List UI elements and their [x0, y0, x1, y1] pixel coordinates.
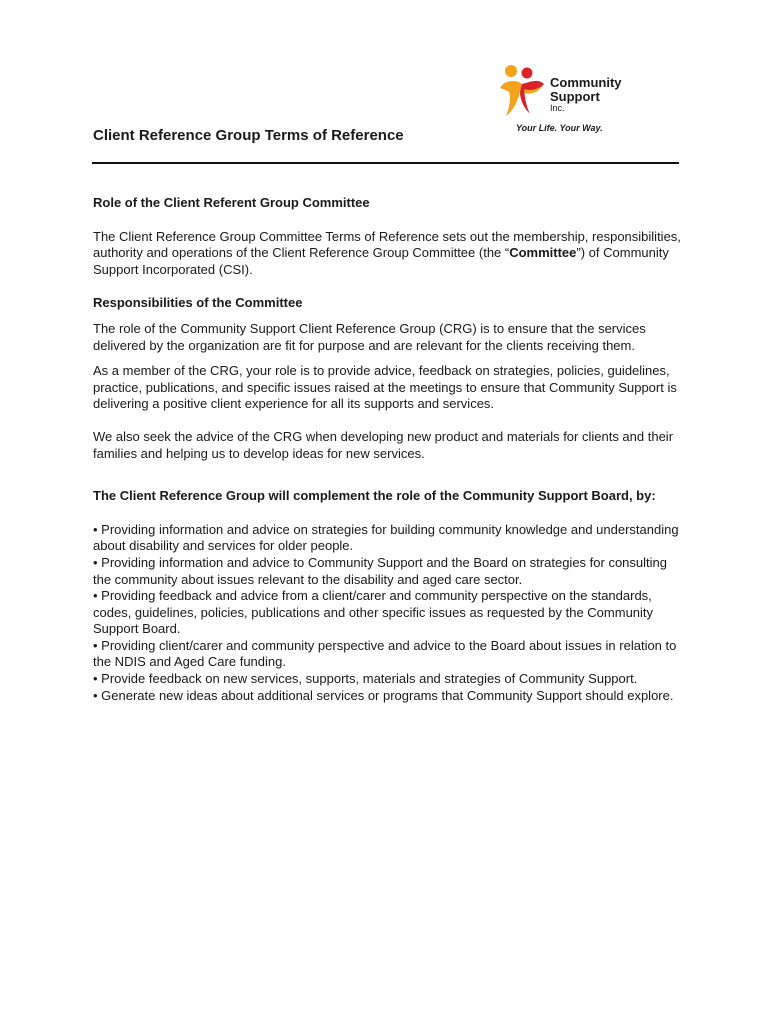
responsibilities-heading: Responsibilities of the Committee	[93, 295, 303, 311]
list-item: • Providing client/carer and community perspective and advice to the Board about issues in relation to the NDIS and Aged Care funding.	[93, 637, 677, 670]
logo-name	[550, 76, 622, 104]
logo-name-line1: Community	[550, 75, 622, 90]
responsibilities-paragraph-2: As a member of the CRG, your role is to provide advice, feedback on strategies, policies, guidelines, practice, publications, and specific issues raised at the meetings to ensure that Community Support is delivering a positive client experience for all its supports and services.	[93, 363, 677, 412]
logo-inc: Inc.	[550, 103, 565, 113]
list-item: • Provide feedback on new services, supports, materials and strategies of Community Support.	[93, 671, 638, 687]
document-title: Client Reference Group Terms of Reference	[93, 127, 404, 144]
list-item: • Generate new ideas about additional services or programs that Community Support should explore.	[93, 687, 674, 703]
list-item: • Providing information and advice to Community Support and the Board on strategies for consulting the community about issues relevant to the disability and aged care sector.	[93, 554, 667, 587]
logo-figures-icon	[494, 62, 550, 118]
role-paragraph	[93, 229, 683, 279]
responsibilities-paragraph-3: We also seek the advice of the CRG when developing new product and materials for clients and their families and helping us to develop ideas for new services.	[93, 428, 674, 461]
title-divider	[92, 162, 679, 164]
role-text-bold: Committee	[509, 245, 577, 261]
list-item: • Providing information and advice on strategies for building community knowledge and understanding about disability and services for older people.	[93, 521, 679, 554]
role-text-after: ”) of Community Support Incorporated (CSI).	[93, 245, 669, 277]
document-body	[93, 195, 683, 704]
logo-name-line2: Support	[550, 89, 600, 104]
logo-tagline: Your Life. Your Way.	[516, 123, 603, 133]
role-heading: Role of the Client Referent Group Committee	[93, 195, 370, 210]
list-item: • Providing feedback and advice from a client/carer and community perspective on the standards, codes, guidelines, policies, publications and other specific issues as requested by the Community Support Board.	[93, 588, 654, 637]
community-support-logo	[494, 62, 644, 138]
responsibilities-paragraph-1: The role of the Community Support Client Reference Group (CRG) is to ensure that the services delivered by the organization are fit for purpose and are relevant for the clients receiving them.	[93, 320, 646, 353]
complement-heading: The Client Reference Group will complement the role of the Community Support Board, by:	[93, 488, 656, 504]
role-text-before: The Client Reference Group Committee Terms of Reference sets out the membership, responsibilities, authority and operations of the Client Reference Group Committee (the “	[93, 228, 681, 261]
complement-bullet-list	[93, 522, 683, 705]
